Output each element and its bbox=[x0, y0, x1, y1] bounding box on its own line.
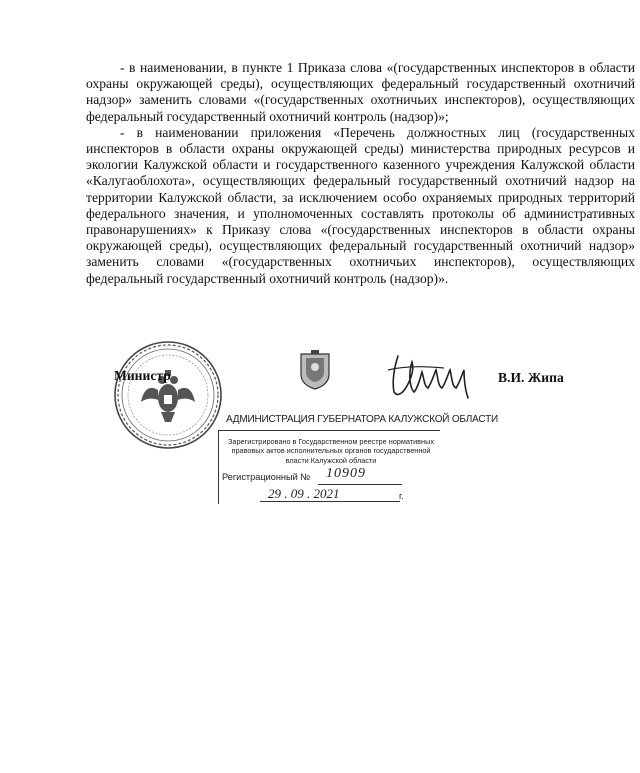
coat-of-arms-icon bbox=[298, 350, 332, 390]
document-body bbox=[86, 60, 635, 287]
stamp-divider bbox=[218, 430, 440, 431]
minister-title: Министр bbox=[114, 368, 171, 383]
paragraph-2: - в наименовании приложения «Перечень должностных лиц (государственных инспекторов в области охраны окружающей среды) министерства природных ресурсов и экологии Калужской области и государственного казенного учреждения Калужской области «Калугаоблохота», осуществляющих федеральный государственный охотничий надзор на территории Калужской области, за исключением особо охраняемых природных территорий федерального значения, и уполномоченных составлять протоколы об административных правонарушениях» к Приказу слова «(государственных инспекторов в области охраны окружающей среды), осуществляющих федеральный государственный охотничий надзор» заменить словами «(государственных охотничьих инспекторов), осуществляющих федеральный государственный охотничий контроль (надзор)». bbox=[86, 124, 635, 286]
registration-number-value: 10909 bbox=[326, 466, 366, 481]
stamp-border bbox=[218, 430, 219, 504]
registration-date-suffix: г. bbox=[399, 491, 404, 501]
registration-number-label: Регистрационный № bbox=[222, 472, 311, 482]
registration-date-underline bbox=[260, 501, 400, 502]
official-seal-icon bbox=[113, 340, 223, 450]
registration-number-underline bbox=[318, 484, 402, 485]
paragraph-1: - в наименовании, в пункте 1 Приказа слова «(государственных инспекторов в области охраны окружающей среды), осуществляющих федеральный государственный охотничий надзор» заменить словами «(государственных охотничьих инспекторов), осуществляющих федеральный государственный охотничий контроль (надзор)»; bbox=[86, 60, 635, 124]
minister-name: В.И. Жипа bbox=[498, 370, 564, 385]
registration-stamp bbox=[218, 350, 498, 505]
registration-stamp-title: АДМИНИСТРАЦИЯ ГУБЕРНАТОРА КАЛУЖСКОЙ ОБЛАСТИ bbox=[226, 414, 498, 425]
registration-date: 29 . 09 . 2021 bbox=[268, 486, 340, 501]
registration-stamp-text: Зарегистрировано в Государственном реестре нормативных правовых актов исполнительных органов государственной власти Калужской области bbox=[228, 437, 434, 465]
